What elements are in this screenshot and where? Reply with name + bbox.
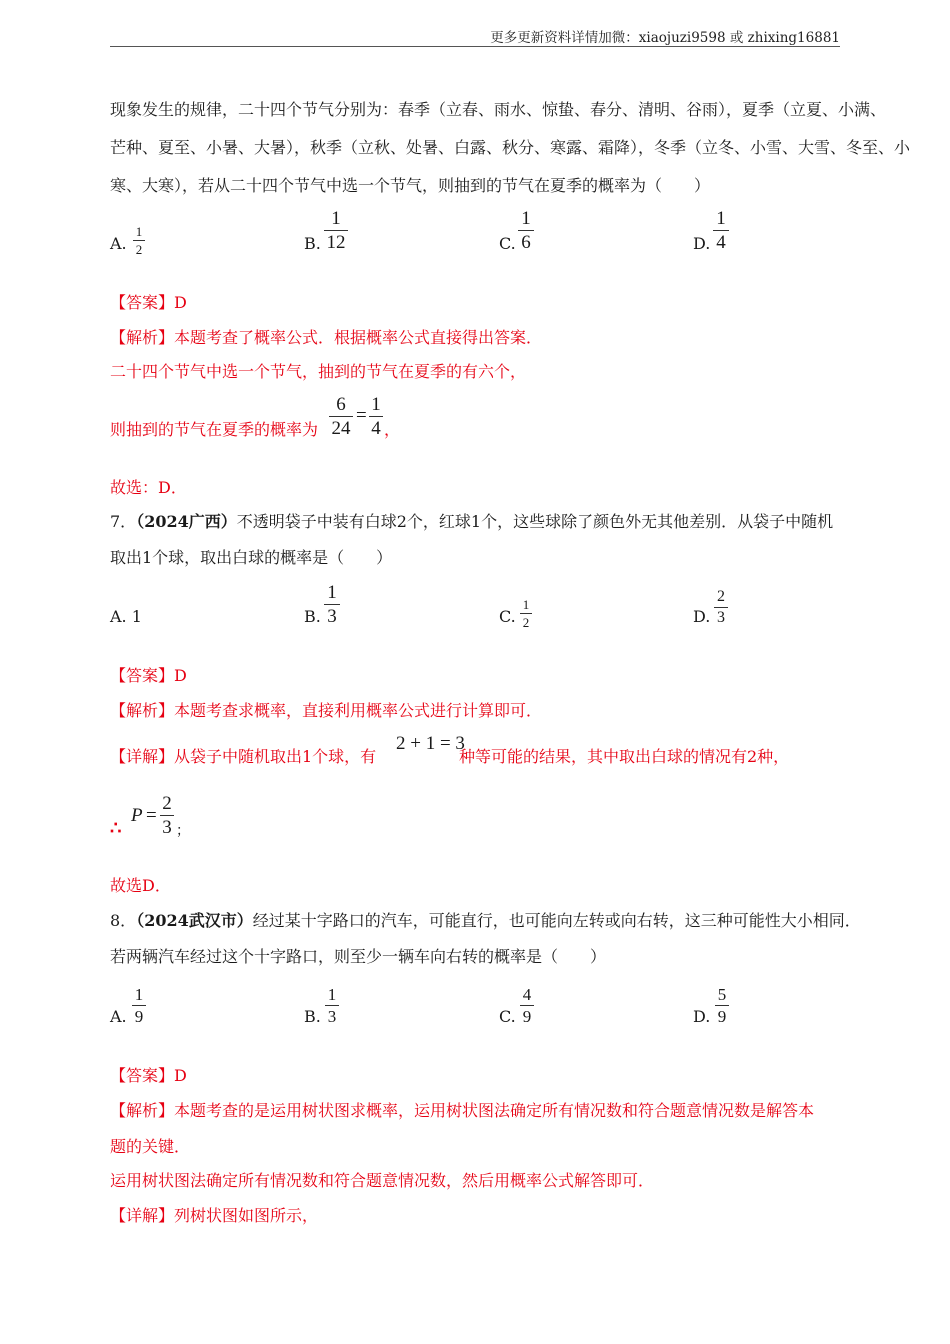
q6-option-a-denominator: 2	[135, 242, 143, 257]
q6-option-d-label: D.	[693, 234, 711, 253]
q8-detail: 【详解】列树状图如图所示，	[110, 1206, 319, 1225]
q8-option-d-denominator: 9	[717, 1007, 727, 1026]
q6-detail-f1-denominator: 24	[331, 418, 351, 439]
q6-stem-line-3: 寒、大寒），若从二十四个节气中选一个节气，则抽到的节气在夏季的概率为（ ）	[110, 176, 711, 195]
q7-detail-prefix: 【详解】从袋子中随机取出1个球，有	[110, 747, 377, 766]
q7-p-equals: =	[146, 805, 157, 826]
q7-detail-suffix: 种等可能的结果，其中取出白球的情况有2种，	[459, 747, 790, 766]
q8-stem-line-2: 若两辆汽车经过这个十字路口，则至少一辆车向右转的概率是（ ）	[110, 947, 607, 966]
q6-option-d-numerator: 1	[716, 208, 726, 229]
q8-option-d-label: D.	[693, 1007, 711, 1026]
q7-stem-line-2: 取出1个球，取出白球的概率是（ ）	[110, 548, 393, 567]
q7-option-d-label: D.	[693, 607, 711, 626]
q8-option-c-numerator: 4	[522, 985, 532, 1004]
q7-p-denominator: 3	[162, 817, 172, 838]
q6-answer: 【答案】D	[110, 293, 187, 312]
q7-option-d-fraction	[714, 589, 728, 626]
q7-detail-math: 2 + 1 = 3	[396, 733, 465, 754]
q8-option-b-fraction	[325, 986, 339, 1025]
q6-detail-f2-denominator: 4	[371, 418, 381, 439]
q8-option-c-fraction	[520, 986, 534, 1025]
q8-source: （2024武汉市）	[136, 911, 253, 930]
q6-detail-line-2-prefix: 则抽到的节气在夏季的概率为	[110, 420, 319, 439]
q6-analysis: 【解析】本题考查了概率公式．根据概率公式直接得出答案．	[110, 328, 543, 347]
q7-stem-line-1	[110, 511, 833, 533]
q6-detail-line-1: 二十四个节气中选一个节气，抽到的节气在夏季的有六个，	[110, 362, 527, 381]
q8-analysis-line-3: 运用树状图法确定所有情况数和符合题意情况数，然后用概率公式解答即可．	[110, 1171, 655, 1190]
q8-option-a-label: A.	[110, 1007, 127, 1026]
q7-analysis: 【解析】本题考查求概率，直接利用概率公式进行计算即可．	[110, 701, 543, 720]
q6-option-d-denominator: 4	[716, 232, 726, 253]
q6-option-a-fraction	[133, 225, 145, 256]
q7-p-fraction	[160, 794, 174, 837]
q7-answer: 【答案】D	[110, 666, 187, 685]
q7-option-b-numerator: 1	[327, 582, 337, 603]
q8-option-b-label: B.	[304, 1007, 321, 1026]
q8-option-d-fraction	[715, 986, 729, 1025]
q8-option-c-denominator: 9	[522, 1007, 532, 1026]
q8-option-a-denominator: 9	[134, 1007, 144, 1026]
q7-option-a: A. 1	[110, 607, 142, 626]
q8-option-d-numerator: 5	[717, 985, 727, 1004]
q8-number: 8．	[110, 911, 137, 930]
q7-stem-text-1: 不透明袋子中装有白球2个，红球1个，这些球除了颜色外无其他差别．从袋子中随机	[236, 512, 834, 531]
q7-p-suffix: ；	[176, 823, 190, 839]
q8-stem-line-1	[110, 910, 861, 932]
q7-option-b-label: B.	[304, 607, 321, 626]
q7-option-b-fraction	[324, 583, 340, 626]
page-header	[110, 26, 840, 44]
q7-p-numerator: 2	[162, 793, 172, 814]
q8-option-b-numerator: 1	[327, 985, 337, 1004]
q6-detail-fraction-1	[329, 395, 353, 438]
q6-option-c-label: C.	[499, 234, 516, 253]
q7-number: 7．	[110, 512, 137, 531]
q7-option-c-numerator: 1	[522, 597, 530, 612]
q6-detail-fraction-2	[369, 395, 383, 438]
q8-answer: 【答案】D	[110, 1066, 187, 1085]
q6-option-b-fraction	[324, 209, 348, 252]
q8-stem-text-1: 经过某十字路口的汽车，可能直行，也可能向左转或向右转，这三种可能性大小相同．	[252, 911, 861, 930]
q6-option-c-fraction	[518, 209, 534, 252]
q7-option-d-denominator: 3	[717, 609, 725, 626]
q6-detail-line-2-suffix: ，	[384, 420, 401, 439]
q6-detail-equals: =	[356, 405, 367, 426]
q8-option-a-fraction	[132, 986, 146, 1025]
q6-option-c-denominator: 6	[521, 232, 531, 253]
q6-stem-line-2: 芒种、夏至、小暑、大暑），秋季（立秋、处暑、白露、秋分、寒露、霜降），冬季（立冬、小雪、大雪、冬至、小	[110, 138, 911, 157]
q6-option-d-fraction	[713, 209, 729, 252]
q6-option-a-label: A.	[110, 234, 127, 253]
q7-p-symbol: P	[131, 805, 143, 826]
q8-analysis-line-2: 题的关键．	[110, 1137, 191, 1156]
q6-stem-line-1: 现象发生的规律，二十四个节气分别为：春季（立春、雨水、惊蛰、春分、清明、谷雨），夏季（立夏、小满、	[110, 100, 887, 119]
header-divider	[110, 46, 840, 47]
q7-therefore-symbol: ∴	[110, 818, 122, 839]
q8-analysis-line-1: 【解析】本题考查的是运用树状图求概率，运用树状图法确定所有情况数和符合题意情况数是解答本	[110, 1101, 815, 1120]
q6-option-c-numerator: 1	[521, 208, 531, 229]
q8-option-b-denominator: 3	[327, 1007, 337, 1026]
q6-conclusion: 故选：D．	[110, 478, 187, 497]
q7-source: （2024广西）	[136, 512, 237, 531]
header-text: 更多更新资料详情加微：xiaojuzi9598 或 zhixing16881	[490, 30, 840, 46]
q6-option-b-label: B.	[304, 234, 321, 253]
q7-option-c-label: C.	[499, 607, 516, 626]
q6-option-a-numerator: 1	[135, 224, 143, 239]
q6-detail-f2-numerator: 1	[371, 394, 381, 415]
q7-option-d-numerator: 2	[717, 588, 725, 605]
q6-detail-f1-numerator: 6	[336, 394, 346, 415]
q6-option-b-numerator: 1	[331, 208, 341, 229]
q7-option-c-fraction	[520, 598, 532, 629]
q8-option-a-numerator: 1	[134, 985, 144, 1004]
q6-option-b-denominator: 12	[326, 232, 346, 253]
q7-option-c-denominator: 2	[522, 615, 530, 630]
q7-option-b-denominator: 3	[327, 606, 337, 627]
q8-option-c-label: C.	[499, 1007, 516, 1026]
q7-conclusion: 故选D．	[110, 876, 171, 895]
